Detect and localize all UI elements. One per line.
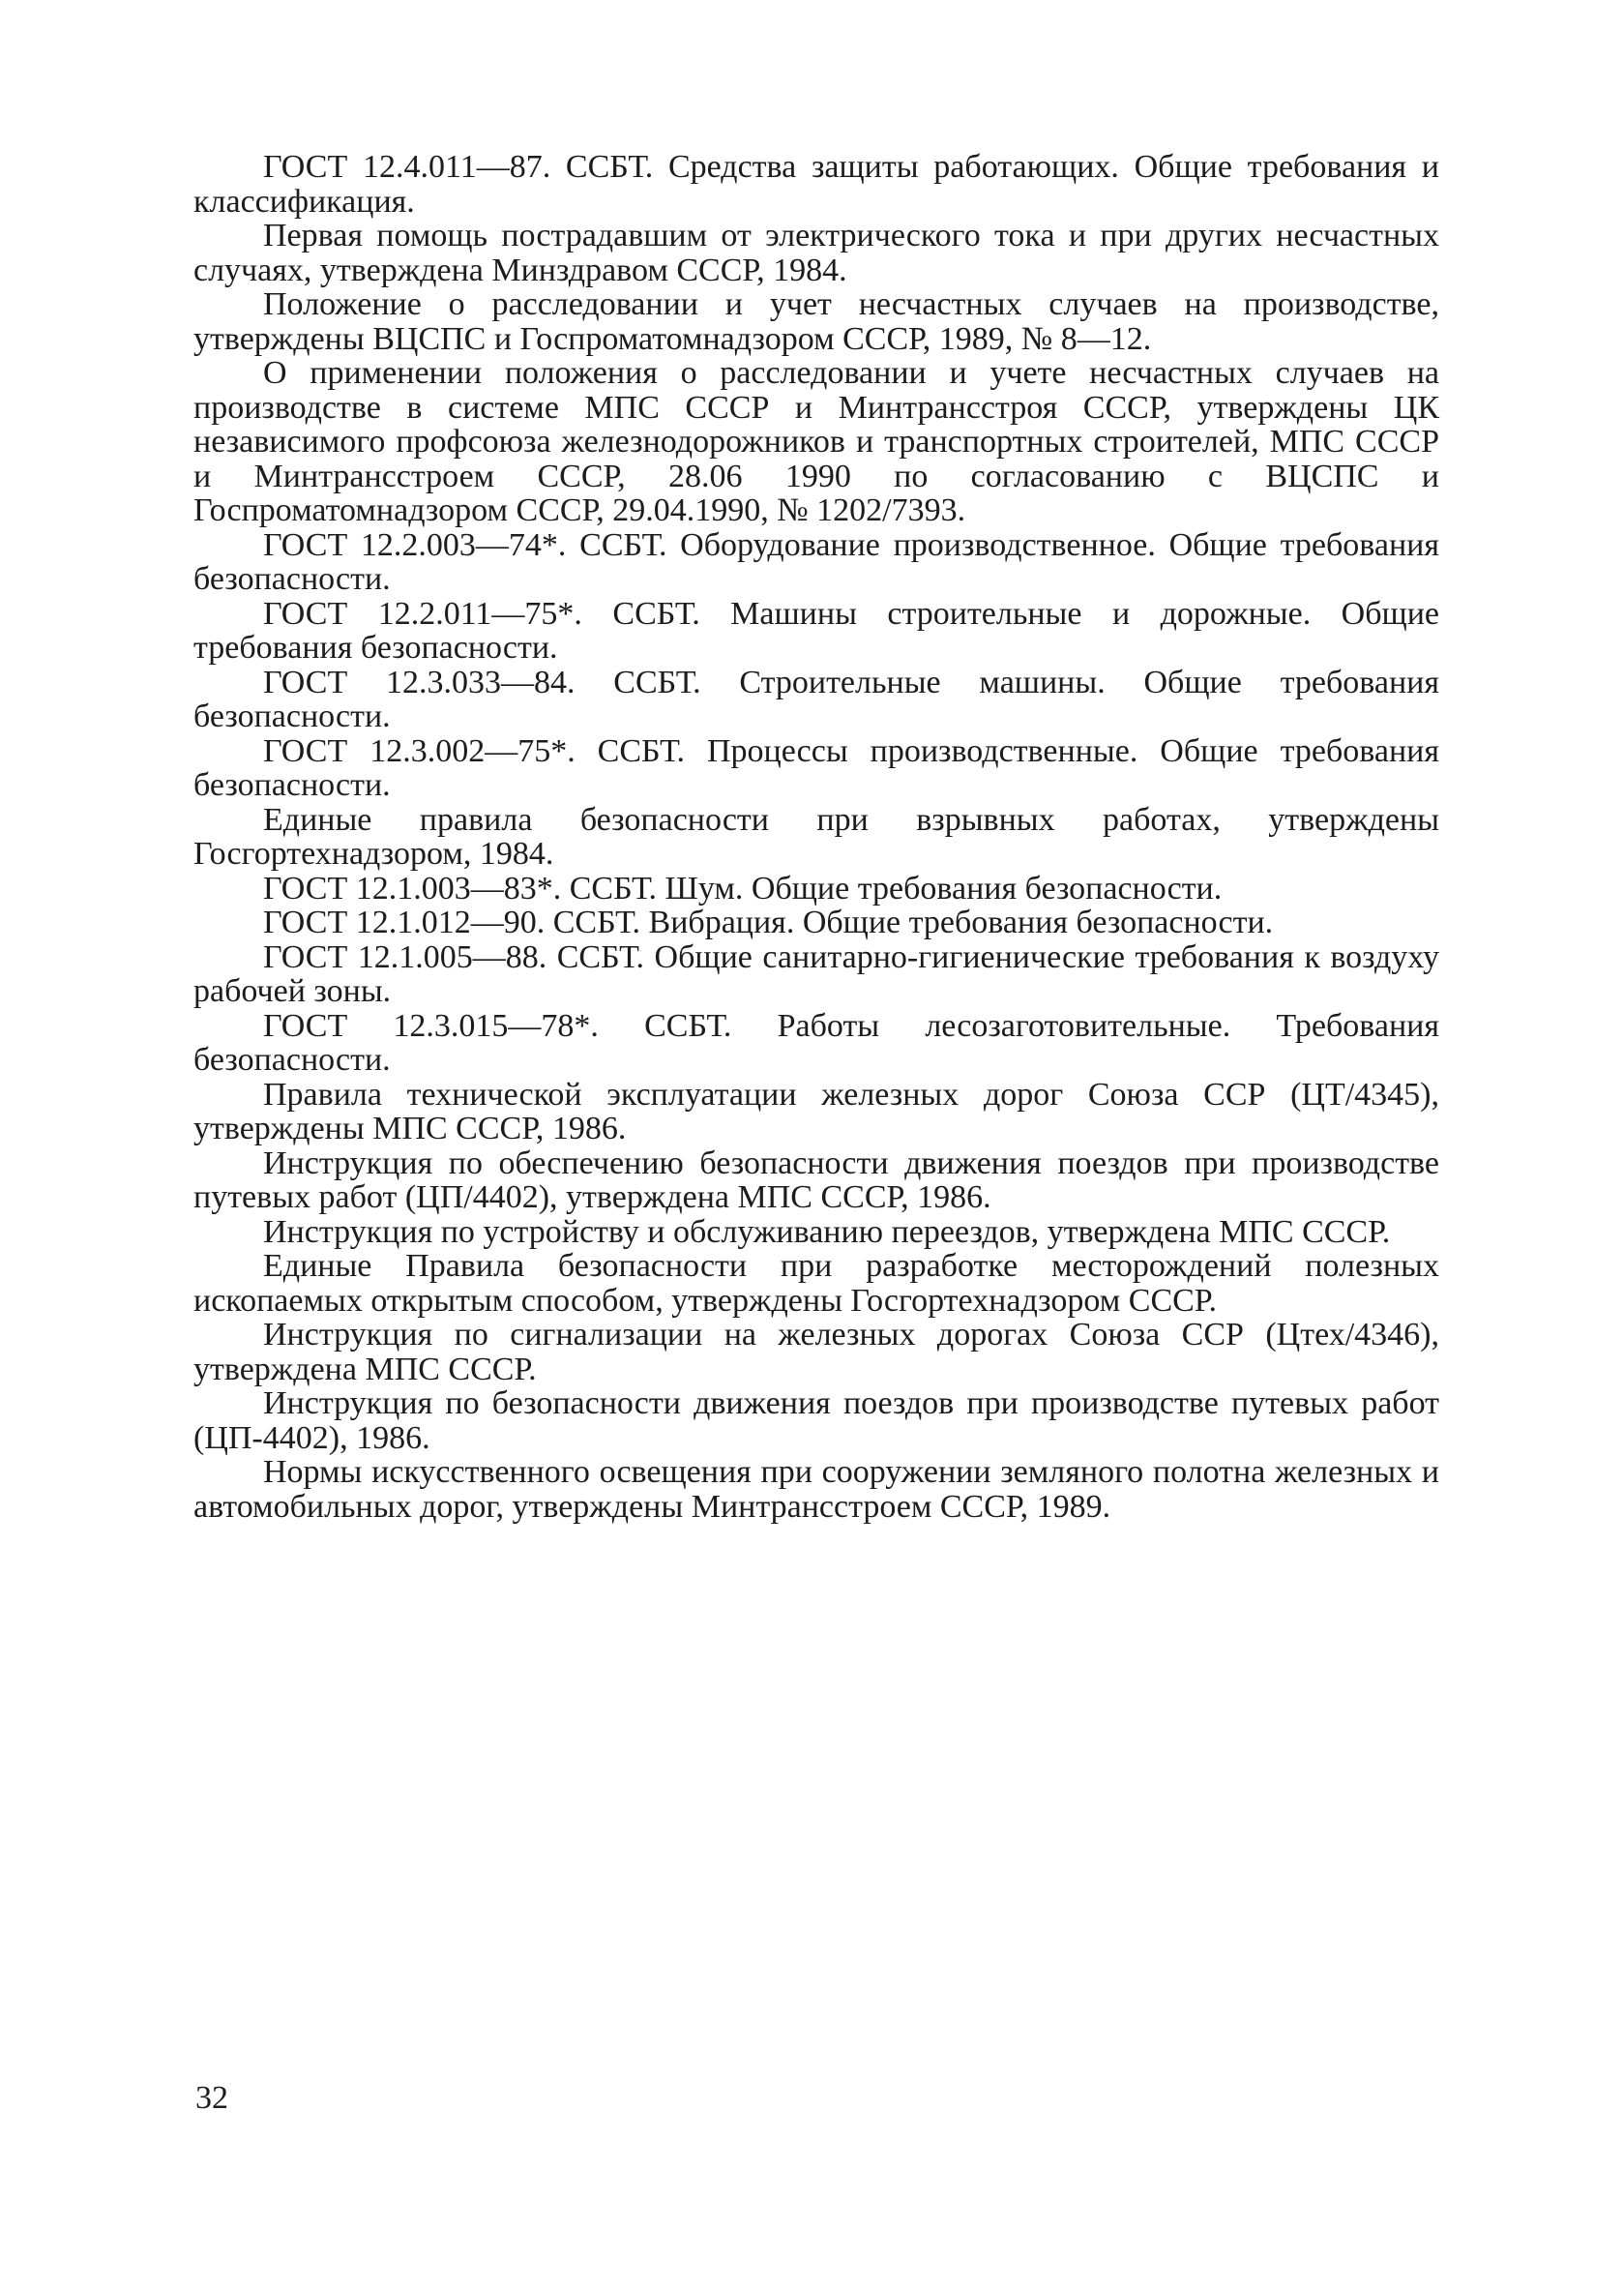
reference-entry: Первая помощь пострадавшим от электрического тока и при других несчастных случаях, утверждена Минздравом СССР, 1984.: [193, 218, 1439, 288]
reference-entry: Нормы искусственного освещения при сооружении земляного полотна железных и автомобильных дорог, утверждены Минтрансстроем СССР, 1989.: [193, 1454, 1439, 1525]
reference-entry: Правила технической эксплуатации железных дорог Союза ССР (ЦТ/4345), утверждены МПС СССР, 1986.: [193, 1076, 1439, 1146]
reference-entry: ГОСТ 12.2.003—74*. ССБТ. Оборудование производственное. Общие требования безопасности.: [193, 526, 1439, 597]
reference-entry: Инструкция по устройству и обслуживанию переездов, утверждена МПС СССР.: [263, 1213, 1391, 1250]
references-list: [193, 150, 1439, 1524]
reference-entry: ГОСТ 12.3.002—75*. ССБТ. Процессы производственные. Общие требования безопасности.: [193, 732, 1439, 803]
reference-entry: Положение о расследовании и учет несчастных случаев на производстве, утверждены ВЦСПС и Госпроматомнадзором СССР, 1989, № 8—12.: [193, 286, 1439, 357]
reference-entry: ГОСТ 12.1.003—83*. ССБТ. Шум. Общие требования безопасности.: [263, 870, 1223, 907]
reference-entry: ГОСТ 12.4.011—87. ССБТ. Средства защиты работающих. Общие требования и классификация.: [193, 149, 1439, 220]
reference-entry: Инструкция по сигнализации на железных дорогах Союза ССР (Цтех/4346), утверждена МПС СССР.: [193, 1317, 1439, 1387]
reference-entry: Инструкция по безопасности движения поездов при производстве путевых работ (ЦП-4402), 1986.: [193, 1385, 1439, 1456]
reference-entry: ГОСТ 12.2.011—75*. ССБТ. Машины строительные и дорожные. Общие требования безопасности.: [193, 595, 1439, 666]
reference-entry: ГОСТ 12.3.033—84. ССБТ. Строительные машины. Общие требования безопасности.: [193, 664, 1439, 734]
page-number: 32: [195, 2080, 228, 2116]
reference-entry: ГОСТ 12.3.015—78*. ССБТ. Работы лесозаготовительные. Требования безопасности.: [193, 1007, 1439, 1078]
reference-entry: ГОСТ 12.1.012—90. ССБТ. Вибрация. Общие требования безопасности.: [263, 905, 1274, 940]
reference-entry: Инструкция по обеспечению безопасности движения поездов при производстве путевых работ (ЦП/4402), утверждена МПС СССР, 1986.: [193, 1144, 1439, 1215]
reference-entry: Единые правила безопасности при взрывных работах, утверждены Госгортехнадзором, 1984.: [193, 801, 1439, 872]
reference-entry: О применении положения о расследовании и учете несчастных случаев на производстве в системе МПС СССР и Минтрансстроя СССР, утверждены ЦК независимого профсоюза железнодорожников и транспортных строителей, МПС СССР и Минтрансстроем СССР, 28.06 1990 по согласованию с ВЦСПС и Госпроматомнадзором СССР, 29.04.1990, № 1202/7393.: [193, 355, 1439, 528]
reference-entry: ГОСТ 12.1.005—88. ССБТ. Общие санитарно-гигиенические требования к воздуху рабочей зоны.: [193, 938, 1439, 1009]
reference-entry: Единые Правила безопасности при разработке месторождений полезных ископаемых открытым способом, утверждены Госгортехнадзором СССР.: [193, 1248, 1439, 1319]
